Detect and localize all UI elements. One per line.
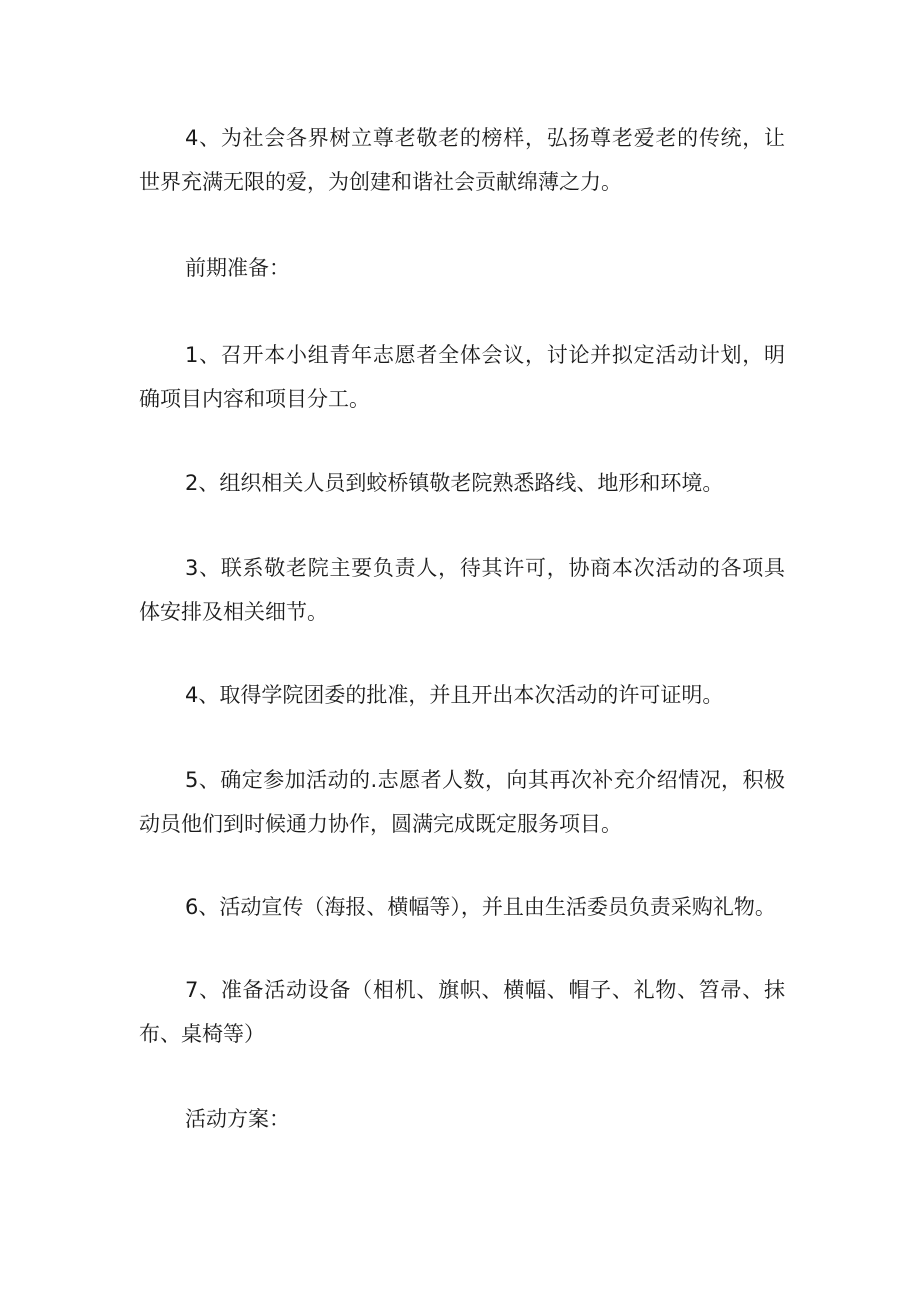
section-heading-preparation: 前期准备： (185, 256, 290, 280)
paragraph-prep-5: 5、确定参加活动的.志愿者人数，向其再次补充介绍情况，积极动员他们到时候通力协作，圆满完成既定服务项目。 (139, 768, 785, 836)
paragraph-prep-2: 2、组织相关人员到蛟桥镇敬老院熟悉路线、地形和环境。 (185, 471, 724, 495)
paragraph-prep-6: 6、活动宣传（海报、横幅等），并且由生活委员负责采购礼物。 (185, 895, 776, 919)
paragraph-prep-4: 4、取得学院团委的批准，并且开出本次活动的许可证明。 (185, 683, 724, 707)
paragraph-goal-4: 4、为社会各界树立尊老敬老的榜样，弘扬尊老爱老的传统，让世界充满无限的爱，为创建和谐社会贡献绵薄之力。 (139, 126, 785, 194)
paragraph-prep-3: 3、联系敬老院主要负责人，待其许可，协商本次活动的各项具体安排及相关细节。 (139, 556, 785, 624)
paragraph-prep-1: 1、召开本小组青年志愿者全体会议，讨论并拟定活动计划，明确项目内容和项目分工。 (139, 343, 785, 411)
paragraph-prep-7: 7、准备活动设备（相机、旗帜、横幅、帽子、礼物、笤帚、抹布、桌椅等） (139, 978, 785, 1046)
section-heading-plan: 活动方案： (185, 1107, 290, 1131)
